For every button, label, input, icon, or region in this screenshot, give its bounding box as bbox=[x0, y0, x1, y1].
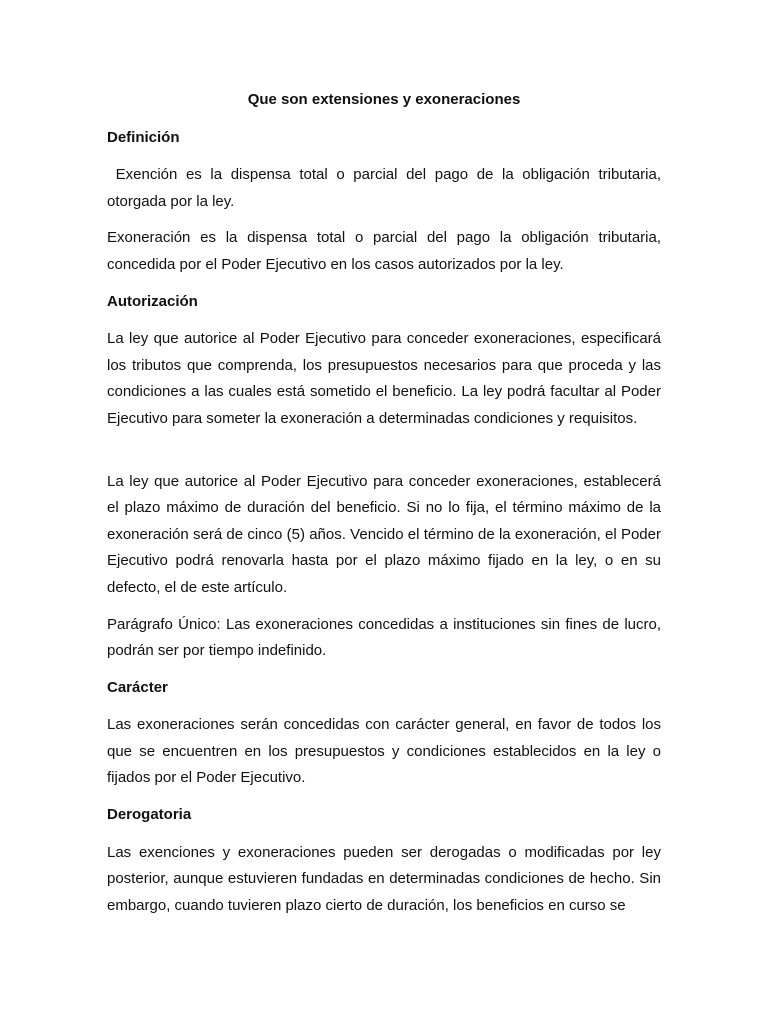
heading-caracter: Carácter bbox=[107, 678, 168, 696]
document-title: Que son extensiones y exoneraciones bbox=[247, 91, 521, 108]
paragraph-autorizacion-1: La ley que autorice al Poder Ejecutivo para conceder exoneraciones, especificará los tributos que comprenda, los presupuestos necesarios para que proceda y las condiciones a las cuales está sometido el beneficio. La ley podrá facultar al Poder Ejecutivo para someter la exoneración a determinadas condiciones y requisitos. bbox=[107, 330, 661, 427]
paragraph-derogatoria: Las exenciones y exoneraciones pueden ser derogadas o modificadas por ley posterior, aunque estuvieren fundadas en determinadas condiciones de hecho. Sin embargo, cuando tuvieren plazo cierto de duración, los beneficios en curso se bbox=[107, 843, 661, 914]
document-body bbox=[107, 87, 666, 929]
paragraph-autorizacion-2: La ley que autorice al Poder Ejecutivo para conceder exoneraciones, establecerá el plazo máximo de duración del beneficio. Si no lo fija, el término máximo de la exoneración será de cinco (5) años. Vencido el término de la exoneración, el Poder Ejecutivo podrá renovarla hasta por el plazo máximo fijado en la ley, o en su defecto, el de este artículo. bbox=[107, 472, 661, 596]
paragraph-paragrafo-unico: Parágrafo Único: Las exoneraciones concedidas a instituciones sin fines de lucro, podrán ser por tiempo indefinido. bbox=[107, 615, 661, 660]
paragraph-exoneracion: Exoneración es la dispensa total o parcial del pago la obligación tributaria, concedida por el Poder Ejecutivo en los casos autorizados por la ley. bbox=[107, 229, 661, 273]
blank-line bbox=[107, 443, 661, 469]
heading-derogatoria: Derogatoria bbox=[107, 806, 192, 824]
paragraph-exencion: Exención es la dispensa total o parcial del pago de la obligación tributaria, otorgada por la ley. bbox=[107, 166, 666, 210]
heading-autorizacion: Autorización bbox=[107, 292, 198, 310]
heading-definicion: Definición bbox=[107, 128, 180, 146]
paragraph-caracter: Las exoneraciones serán concedidas con carácter general, en favor de todos los que se encuentren en los presupuestos y condiciones establecidos en la ley o fijados por el Poder Ejecutivo. bbox=[107, 716, 661, 787]
